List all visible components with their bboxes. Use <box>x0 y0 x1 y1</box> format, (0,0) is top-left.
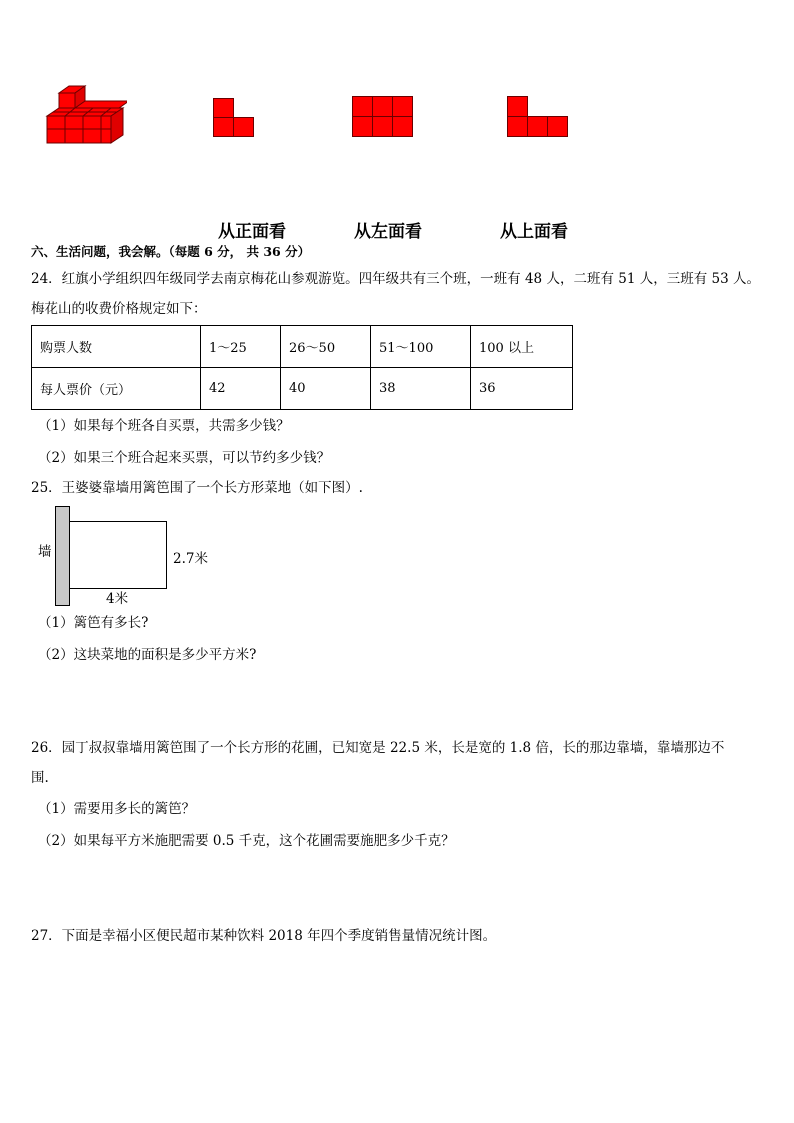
view-label-front: 从正面看 <box>218 222 286 242</box>
top-view-figure <box>507 96 569 138</box>
q25-line1: 25．王婆婆靠墙用篱笆围了一个长方形菜地（如下图）. <box>31 480 363 496</box>
q26-sub2: （2）如果每平方米施肥需要 0.5 千克，这个花圃需要施肥多少千克？ <box>38 833 455 849</box>
table-cell: 每人票价（元） <box>32 368 201 410</box>
table-cell: 26～50 <box>281 326 371 368</box>
table-cell: 40 <box>281 368 371 410</box>
width-label: 4米 <box>106 591 129 607</box>
q24-sub1: （1）如果每个班各自买票，共需多少钱？ <box>38 418 290 434</box>
q26-sub1: （1）需要用多长的篱笆？ <box>38 801 196 817</box>
wall-bar <box>55 506 70 606</box>
table-cell: 1～25 <box>201 326 281 368</box>
q26-line1: 26．园丁叔叔靠墙用篱笆围了一个长方形的花圃，已知宽是 22.5 米，长是宽的 1.8 倍，长的那边靠墙，靠墙那边不 <box>31 740 725 756</box>
table-cell: 42 <box>201 368 281 410</box>
wall-label: 墙 <box>38 544 52 560</box>
q26-line2: 围. <box>31 770 49 786</box>
table-cell: 51～100 <box>371 326 471 368</box>
q25-sub1: （1）篱笆有多长? <box>38 615 149 631</box>
view-label-top: 从上面看 <box>500 222 568 242</box>
table-cell: 36 <box>471 368 573 410</box>
view-label-left: 从左面看 <box>354 222 422 242</box>
height-label: 2.7米 <box>173 551 208 567</box>
q24-sub2: （2）如果三个班合起来买票，可以节约多少钱？ <box>38 450 331 466</box>
section-heading: 六、生活问题，我会解。（每题 6 分， 共 36 分） <box>31 244 311 259</box>
table-cell: 38 <box>371 368 471 410</box>
q25-sub2: （2）这块菜地的面积是多少平方米? <box>38 647 257 663</box>
q27-line1: 27．下面是幸福小区便民超市某种饮料 2018 年四个季度销售量情况统计图。 <box>31 928 497 944</box>
isometric-cube-figure <box>45 85 127 145</box>
left-view-figure <box>352 96 414 138</box>
q24-line1: 24．红旗小学组织四年级同学去南京梅花山参观游览。四年级共有三个班，一班有 48 人，二班有 51 人，三班有 53 人。 <box>31 271 760 287</box>
q24-line2: 梅花山的收费价格规定如下： <box>31 301 207 317</box>
front-view-figure <box>213 98 255 138</box>
table-cell: 购票人数 <box>32 326 201 368</box>
table-cell: 100 以上 <box>471 326 573 368</box>
table-row <box>32 368 573 410</box>
price-table <box>31 325 573 410</box>
garden-rectangle <box>69 521 167 589</box>
table-row <box>32 326 573 368</box>
